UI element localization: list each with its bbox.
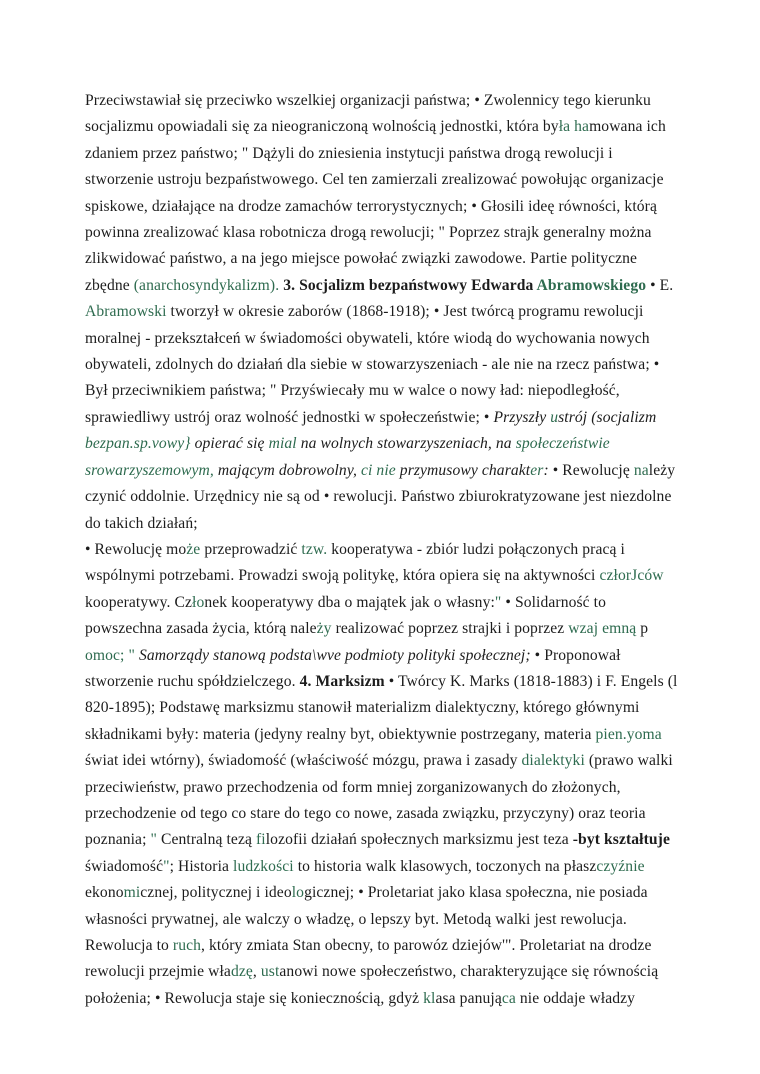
- text-run: • E.: [646, 276, 674, 294]
- text-run: leży czynić oddolnie. Urzędnicy nie są od • rewolucji. Państwo zbiurokratyzowane jest niezdolne do takich działań;: [85, 461, 676, 532]
- text-run: na wolnych stowarzyszeniach, na: [296, 435, 516, 453]
- text-run: kooperatywa - zbiór ludzi połączonych pracą i wspólnymi potrzebami. Prowadzi swoją politykę, która opiera się na aktywności: [85, 540, 625, 585]
- text-run: ludzkości: [233, 857, 294, 875]
- text-run: (prawo walki przeciwieństw, prawo przechodzenia od form mniej zorganizowanych do złożonych, przechodzenie od tego co stare do tego co nowe, zasada związku, przyczyny) oraz teoria poznania;: [85, 752, 673, 849]
- text-run: czyźnie: [596, 857, 645, 875]
- text-run: dialektyki: [521, 752, 585, 770]
- text-run: ": [128, 646, 135, 664]
- text-run: nie oddaje władzy: [515, 989, 636, 1007]
- document-text: [85, 88, 679, 1012]
- text-run: ,: [252, 963, 261, 981]
- text-run: strój (socjalizm: [558, 408, 657, 426]
- text-run: ; Historia: [169, 857, 234, 875]
- text-run: Abramowskiego: [536, 276, 647, 294]
- text-run: że: [186, 540, 201, 558]
- text-run: -byt kształtuje: [572, 831, 670, 849]
- text-run: to historia walk klasowych, toczonych na płasz: [293, 857, 597, 875]
- text-run: ła ha: [558, 118, 590, 136]
- text-run: świat idei wtórny), świadomość (właściwość mózgu, prawa i zasady: [85, 752, 522, 770]
- text-run: ca: [501, 989, 516, 1007]
- text-run: mial: [268, 435, 297, 453]
- text-run: • Proponował stworzenie ruchu spółdzielczego.: [85, 646, 621, 690]
- text-run: kl: [423, 989, 436, 1007]
- text-run: Abramowski: [85, 303, 167, 321]
- text-run: ruch: [172, 937, 202, 954]
- text-run: społeczeństwie srowarzyszemowym,: [85, 435, 610, 479]
- text-run: Przeciwstawiał się przeciwko wszelkiej organizacji państwa; • Zwolennicy tego kierunku socjalizmu opowiadali się za nieograniczoną wolnością jednostki, która by: [85, 92, 651, 136]
- text-run: p: [636, 620, 649, 638]
- text-run: ekono: [85, 884, 124, 902]
- text-run: ": [163, 857, 170, 875]
- text-run: mi: [123, 884, 141, 902]
- text-run: • Rewolucję: [548, 461, 634, 479]
- text-run: Przyszły: [493, 408, 551, 426]
- text-run: fi: [256, 831, 266, 849]
- text-run: wzaj emną: [568, 620, 637, 638]
- paragraph: [85, 537, 679, 1012]
- text-run: cznej, politycznej i ideo: [140, 884, 292, 902]
- text-run: kooperatywy. Cz: [85, 593, 193, 611]
- paragraph: [85, 88, 679, 537]
- text-run: pien.yoma: [595, 725, 662, 743]
- text-run: świadomość: [85, 857, 164, 875]
- text-run: , który zmiata Stan obecny, to parowóz dziejów'". Proletariat na drodze rewolucji przejmie wła: [85, 937, 652, 981]
- text-run: • Twórcy K. Marks (1818-1883) i F. Engels (l 820-1895); Podstawę marksizmu stanowił materializm dialektyczny, którego głównymi składnikami były: materia (jedyny realny byt, obiektywnie postrzegany, materia: [85, 672, 678, 743]
- text-run: nek kooperatywy dba o majątek jak o własny:: [204, 593, 495, 611]
- text-run: realizować poprzez strajki i poprzez: [331, 620, 569, 638]
- text-run: anowi nowe społeczeństwo, charakteryzujące się równością położenia; • Rewolucja staje się koniecznością, gdyż: [85, 963, 659, 1007]
- text-run: Centralną tezą: [156, 831, 256, 849]
- text-run: ": [150, 831, 157, 849]
- text-run: tworzył w okresie zaborów (1868-1918); • Jest twórcą programu rewolucji moralnej - przekształceń w świadomości obywateli, które wiodą do wychowania nowych obywateli, zdolnych do działań dla siebie w stowarzyszeniach - ale nie na rzecz państwa; • Był przeciwnikiem państwa; " Przyświecały mu w walce o nowy ład: niepodległość, sprawiedliwy ustrój oraz wolność jednostki w społeczeństwie; •: [85, 303, 660, 426]
- text-run: opierać się: [190, 435, 269, 453]
- text-run: mowana ich zdaniem przez państwo; " Dążyli do zniesienia instytucji państwa drogą rewolucji i stworzenie ustroju bezpaństwowego. Cel ten zamierzali zrealizować powołując organizacje spiskowe, działające na drodze zamachów terrorystycznych; • Głosili ideę równości, którą powinna zrealizować klasa robotnicza drogą rewolucji; " Poprzez strajk generalny można zlikwidować państwo, a na jego miejsce powołać związki zawodowe. Partie polityczne zbędne: [85, 118, 666, 294]
- text-run: przymusowy charakt: [395, 461, 531, 479]
- text-run: bezpan.sp.vowy}: [85, 435, 191, 453]
- text-run: lozofii działań społecznych marksizmu jest teza: [265, 831, 573, 849]
- text-run: tzw.: [301, 540, 328, 558]
- text-run: dzę: [230, 963, 253, 981]
- text-run: ": [494, 593, 502, 611]
- text-run: u: [550, 408, 559, 426]
- text-run: (anarchosyndykalizm).: [133, 276, 280, 294]
- text-run: asa panują: [435, 989, 502, 1007]
- text-run: ło: [192, 593, 205, 611]
- text-run: przeprowadzić: [200, 540, 302, 558]
- text-run: 4. Marksizm: [299, 672, 385, 690]
- text-run: mającym dobrowolny,: [213, 461, 361, 479]
- text-run: omoc;: [85, 646, 125, 664]
- text-run: ust: [260, 963, 280, 981]
- text-run: :: [543, 461, 549, 479]
- text-run: gicznej; • Proletariat jako klasa społeczna, nie posiada własności prywatnej, ale walczy o władzę, o lepszy byt. Metodą walki jest rewolucja. Rewolucja to: [85, 884, 648, 954]
- text-run: ży: [316, 620, 332, 638]
- text-run: człorJców: [599, 567, 664, 585]
- text-run: • Rewolucję mo: [85, 540, 187, 558]
- text-run: na: [633, 461, 649, 479]
- text-run: ci nie: [360, 461, 396, 479]
- text-run: lo: [291, 884, 305, 902]
- text-run: Samorządy stanową podsta\wve podmioty polityki społecznej;: [138, 646, 531, 664]
- text-run: • Solidarność to powszechna zasada życia, którą nale: [85, 593, 607, 638]
- text-run: er: [530, 461, 544, 479]
- text-run: 3. Socjalizm bezpaństwowy Edwarda: [283, 276, 537, 294]
